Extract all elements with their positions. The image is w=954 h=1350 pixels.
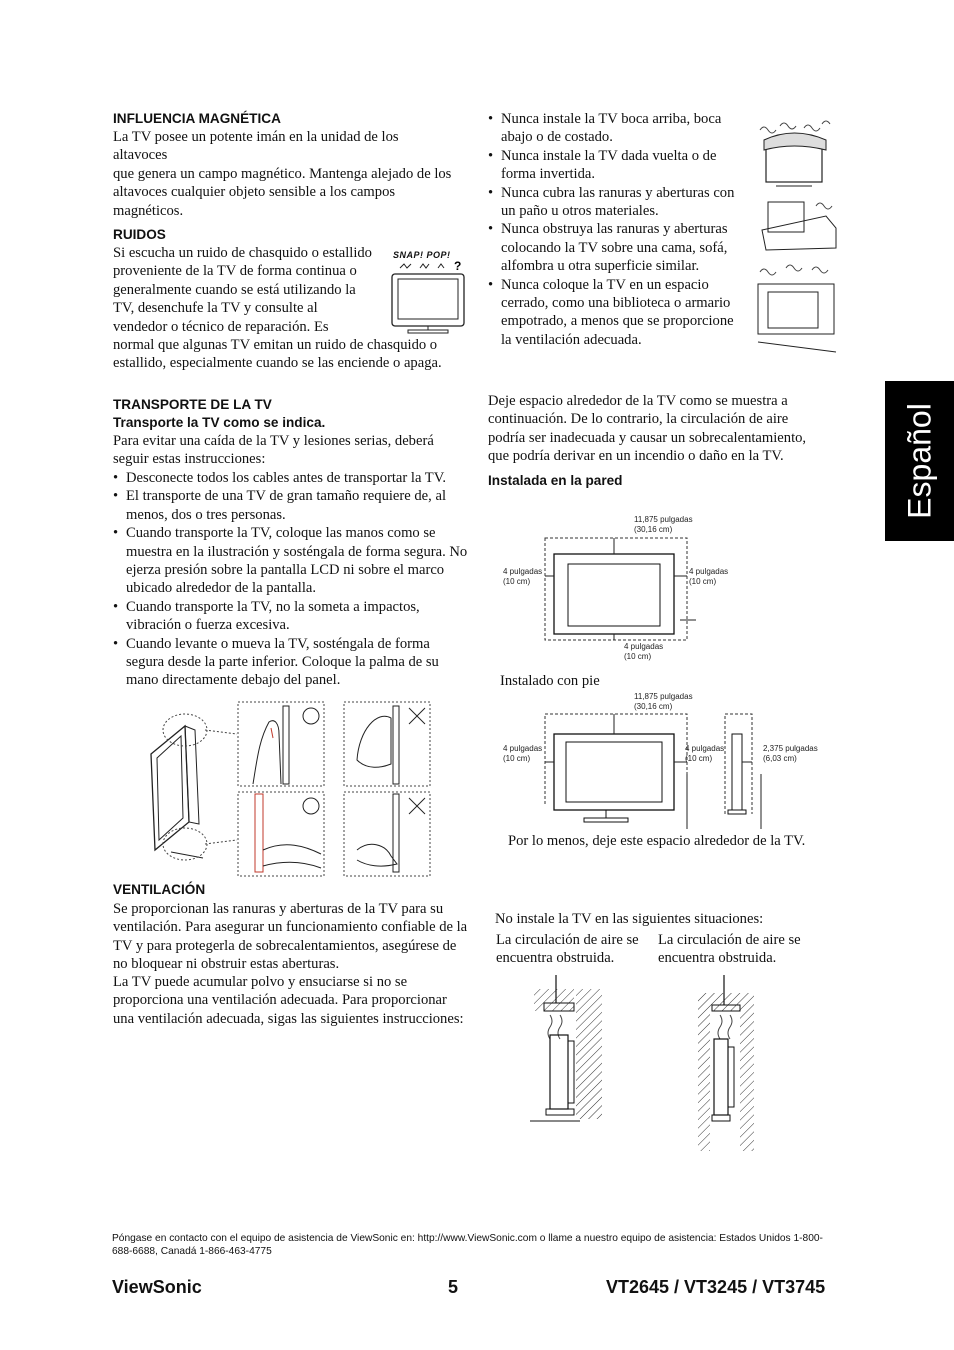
ventilation-heading: VENTILACIÓN [113, 882, 206, 897]
dim-label: (10 cm) [503, 754, 531, 763]
ventilation-paragraph-2: La TV puede acumular polvo y ensuciarse si no se proporciona una ventilación adecuada. Para proporcionar una ventilación adecuada, sigas las siguientes instrucciones: [113, 974, 464, 1027]
noise-paragraph [113, 244, 393, 336]
noise-line: Si escucha un ruido de chasquido o estallido [113, 245, 372, 261]
wall-dim-bottom [624, 642, 663, 662]
list-item: • Nunca instale la TV boca arriba, boca abajo o de costado. [488, 110, 746, 147]
language-tab [885, 381, 954, 541]
transport-heading: TRANSPORTE DE LA TV [113, 397, 272, 412]
magnetic-heading: INFLUENCIA MAGNÉTICA [113, 111, 281, 126]
magnetic-paragraph-2: que genera un campo magnético. Mantenga alejado de los altavoces cualquier objeto sensible a los campos magnéticos. [113, 166, 452, 219]
dim-label: (30,16 cm) [634, 525, 673, 534]
support-contact: Póngase en contacto con el equipo de asistencia de ViewSonic en: http://www.ViewSonic.com o llame a nuestro equipo de asistencia: Estados Unidos 1-800-688-6688, Canadá 1-866-463-4775 [112, 1233, 823, 1257]
dim-label: (10 cm) [624, 652, 652, 661]
dim-label: 4 pulgadas [503, 744, 543, 753]
obstructed-caption-1: La circulación de aire se encuentra obstruida. [496, 932, 639, 967]
space-caption: Por lo menos, deje este espacio alrededor de la TV. [508, 833, 806, 849]
noise-line: TV, desenchufe la TV y consulte al [113, 300, 318, 317]
magnetic-paragraph-1: La TV posee un potente imán en la unidad de los altavoces [113, 129, 399, 164]
carry-tv-illustration [145, 700, 435, 880]
list-item: • Nunca cubra las ranuras y aberturas con un paño u otros materiales. [488, 184, 746, 221]
dim-label: 4 pulgadas [685, 744, 725, 753]
svg-text:?: ? [454, 259, 462, 273]
stand-clearance-diagram [496, 704, 836, 834]
noise-line: proveniente de la TV de forma continua o [113, 263, 357, 280]
dim-label: 4 pulgadas [689, 567, 729, 576]
improper-install-illustrations [756, 116, 840, 356]
noise-heading: RUIDOS [113, 227, 166, 242]
dim-label: 11,875 pulgadas [634, 692, 693, 701]
model-numbers: VT2645 / VT3245 / VT3745 [606, 1277, 826, 1297]
snap-pop-label: SNAP! POP! [393, 250, 451, 260]
no-install-heading: No instale la TV en las siguientes situaciones: [495, 911, 764, 927]
space-paragraph: Deje espacio alrededor de la TV como se muestra a continuación. De lo contrario, la circulación de aire podría ser inadecuada y causar un sobrecalentamiento, que podría derivar en un incendio o daño en la TV. [488, 393, 807, 465]
transport-subheading: Transporte la TV como se indica. [113, 415, 326, 430]
dim-label: (10 cm) [503, 577, 531, 586]
wall-dim-right [689, 567, 728, 587]
dim-label: 2,375 pulgadas [763, 744, 818, 753]
ventilation-paragraph-1: Se proporcionan las ranuras y aberturas de la TV para su ventilación. Para asegurar un funcionamiento confiable de la TV y para protegerla de sobrecalentamientos, asegúrese de no bloquear ni obstruir estas aberturas. [113, 901, 468, 973]
obstructed-airflow-diagrams [520, 975, 840, 1155]
dim-label: 11,875 pulgadas [634, 515, 693, 524]
obstructed-caption-2: La circulación de aire se encuentra obstruida. [658, 932, 801, 967]
dim-label: (10 cm) [689, 577, 717, 586]
noise-paragraph-tail: normal que algunas TV emitan un ruido de chasquido o estallido, especialmente cuando se las enciende o apaga. [113, 337, 442, 372]
dim-label: (6,03 cm) [763, 754, 797, 763]
list-item: • Nunca obstruya las ranuras y aberturas colocando la TV sobre una cama, sofá, alfombra u otra superficie similar. [488, 220, 746, 275]
transport-intro: Para evitar una caída de la TV y lesiones serias, deberá seguir estas instrucciones: [113, 433, 434, 468]
stand-dim-left [503, 744, 542, 764]
list-item: • Cuando transporte la TV, coloque las manos como se muestra en la ilustración y sosténgala de forma segura. No ejerza presión sobre la pantalla LCD ni sobre el marco ubicado alrededor de la pantalla. [113, 524, 468, 598]
list-item: • Nunca coloque la TV en un espacio cerrado, como una biblioteca o armario empotrado, a menos que se proporcione la ventilación adecuada. [488, 276, 746, 350]
noise-line: generalmente cuando se está utilizando la [113, 281, 356, 298]
transport-list [113, 469, 468, 690]
wall-dim-top [634, 515, 693, 535]
tv-noise-illustration [390, 259, 468, 336]
brand-name: ViewSonic [112, 1277, 202, 1297]
stand-dim-right [685, 744, 724, 764]
stand-heading: Instalado con pie [500, 673, 600, 689]
ventilation-list [488, 110, 746, 349]
stand-dim-side [763, 744, 818, 764]
page-number: 5 [448, 1277, 459, 1297]
dim-label: 4 pulgadas [624, 642, 664, 651]
dim-label: (30,16 cm) [634, 702, 673, 711]
list-item: • Nunca instale la TV dada vuelta o de forma invertida. [488, 147, 746, 184]
dim-label: 4 pulgadas [503, 567, 543, 576]
list-item: • El transporte de una TV de gran tamaño requiere de, al menos, dos o tres personas. [113, 487, 468, 524]
noise-line: vendedor o técnico de reparación. Es [113, 318, 329, 335]
list-item: • Cuando transporte la TV, no la someta a impactos, vibración o fuerza excesiva. [113, 598, 468, 635]
stand-dim-top [634, 692, 693, 712]
dim-label: (10 cm) [685, 754, 713, 763]
wall-dim-left [503, 567, 542, 587]
list-item: • Cuando levante o mueva la TV, sosténgala de forma segura desde la parte inferior. Coloque la palma de su mano directamente debajo del panel. [113, 635, 468, 690]
language-tab-label: Español [901, 403, 937, 519]
wall-heading: Instalada en la pared [488, 473, 623, 488]
list-item: • Desconecte todos los cables antes de transportar la TV. [113, 469, 468, 487]
